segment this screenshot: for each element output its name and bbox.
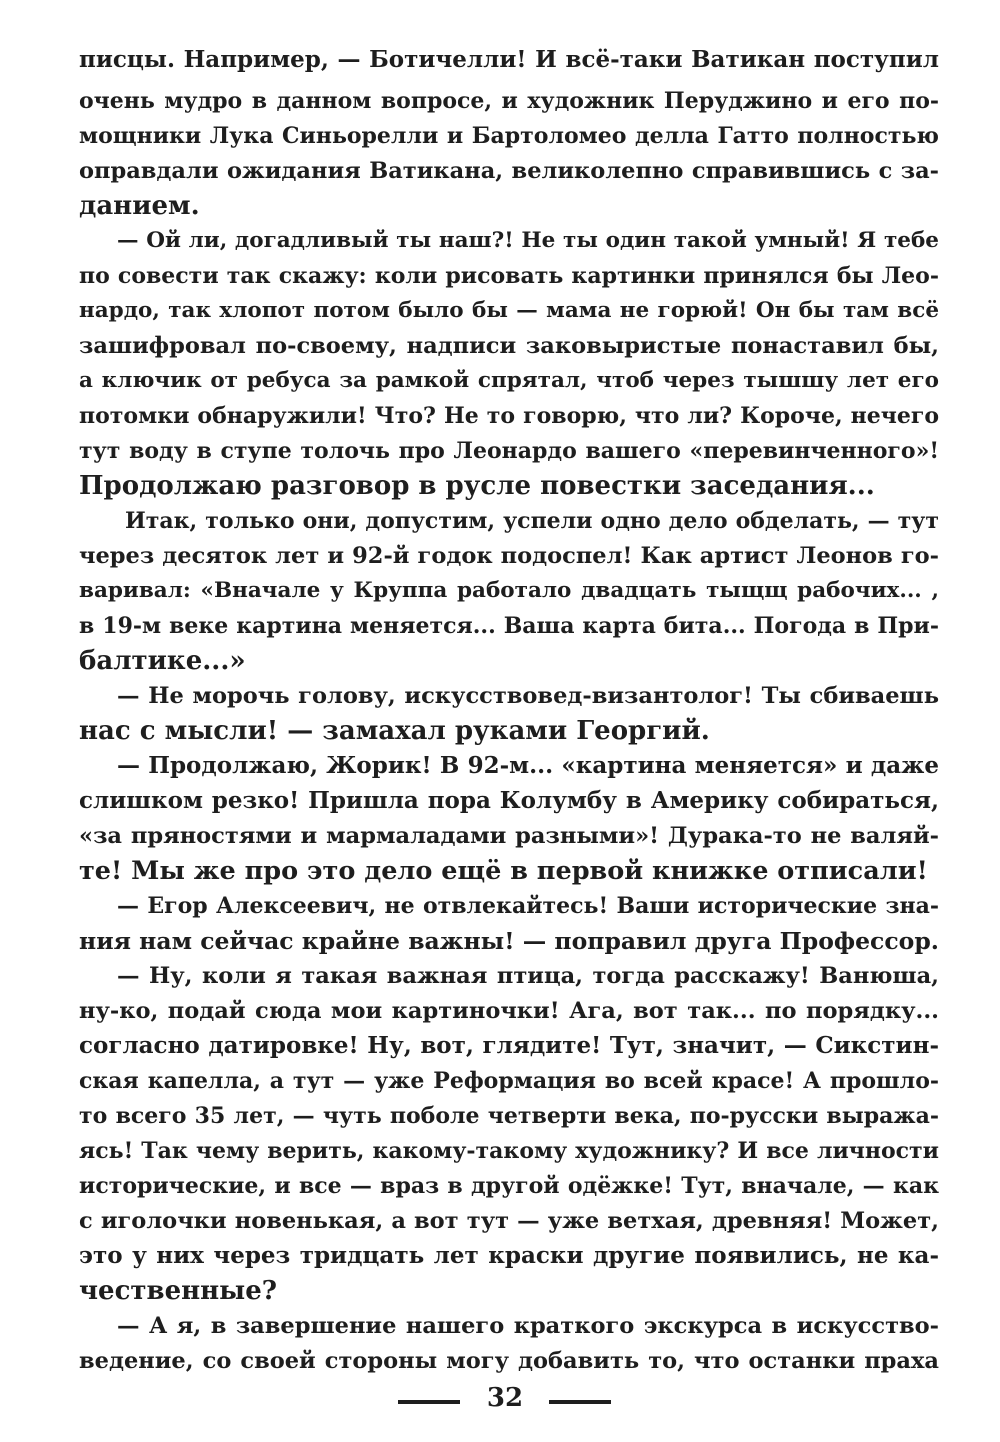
text-line: варивал: «Вначале у Круппа работало двадцать тыщщ рабочих... , xyxy=(79,578,939,603)
text-line: — Егор Алексеевич, не отвлекайтесь! Ваши исторические зна- xyxy=(117,893,939,919)
text-line: — А я, в завершение нашего краткого экскурса в искусство- xyxy=(117,1313,939,1339)
text-line: исторические, и все — враз в другой одёжке! Тут, вначале, — как xyxy=(79,1173,939,1199)
text-line: ну-ко, подай сюда мои картиночки! Ага, вот так... по порядку... xyxy=(79,998,939,1024)
text-line: через десяток лет и 92-й годок подоспел! Как артист Леонов го- xyxy=(79,543,939,569)
text-line: по совести так скажу: коли рисовать картинки принялся бы Лео- xyxy=(79,263,939,289)
text-line: писцы. Например, — Ботичелли! И всё-таки Ватикан поступил xyxy=(79,46,939,73)
text-line: балтике...» xyxy=(79,646,246,676)
page-number: 32 xyxy=(486,1383,524,1413)
text-line: это у них через тридцать лет краски другие появились, не ка- xyxy=(79,1242,939,1269)
text-line: «за пряностями и мармаладами разными»! Дурака-то не валяй- xyxy=(79,823,939,849)
page-footer xyxy=(0,1378,1000,1418)
text-line: мощники Лука Синьорелли и Бартоломео делла Гатто полностью xyxy=(79,123,939,149)
text-line: слишком резко! Пришла пора Колумбу в Америку собираться, xyxy=(79,787,939,814)
text-line: оправдали ожидания Ватикана, великолепно справившись с за- xyxy=(79,158,939,184)
text-line: нардо, так хлопот потом было бы — мама не горюй! Он бы там всё xyxy=(79,298,939,323)
text-line: зашифровал по-своему, надписи заковыристые понаставил бы, xyxy=(79,333,939,359)
text-line: потомки обнаружили! Что? Не то говорю, что ли? Короче, нечего xyxy=(79,403,939,429)
text-line: ния нам сейчас крайне важны! — поправил друга Профессор. xyxy=(79,927,939,955)
text-line: тут воду в ступе толочь про Леонардо вашего «перевинченного»! xyxy=(79,438,939,464)
text-line: ясь! Так чему верить, какому-такому художнику? И все личности xyxy=(79,1138,939,1164)
footer-rule-left xyxy=(398,1400,460,1404)
text-line: согласно датировке! Ну, вот, глядите! Тут, значит, — Сикстин- xyxy=(79,1032,939,1059)
footer-rule-right xyxy=(549,1400,611,1404)
text-line: — Ой ли, догадливый ты наш?! Не ты один такой умный! Я тебе xyxy=(117,228,939,253)
text-line: в 19-м веке картина меняется... Ваша карта бита... Погода в При- xyxy=(79,613,939,639)
text-line: те! Мы же про это дело ещё в первой книжке отписали! xyxy=(79,856,928,886)
text-line: — Продолжаю, Жорик! В 92-м... «картина меняется» и даже xyxy=(117,752,939,779)
text-line: очень мудро в данном вопросе, и художник Перуджино и его по- xyxy=(79,88,939,114)
text-line: ская капелла, а тут — уже Реформация во всей красе! А прошло- xyxy=(79,1068,939,1094)
text-line: а ключик от ребуса за рамкой спрятал, чтоб через тышшу лет его xyxy=(79,368,939,393)
text-line: то всего 35 лет, — чуть поболе четверти века, по-русски выража- xyxy=(79,1103,939,1129)
text-line: нас с мысли! — замахал руками Георгий. xyxy=(79,716,710,746)
text-line: с иголочки новенькая, а вот тут — уже ветхая, древняя! Может, xyxy=(79,1208,939,1234)
text-line: — Ну, коли я такая важная птица, тогда расскажу! Ванюша, xyxy=(117,963,939,989)
text-line: данием. xyxy=(79,191,200,221)
text-line: — Не морочь голову, искусствовед-византолог! Ты сбиваешь xyxy=(117,683,939,709)
text-line: Итак, только они, допустим, успели одно дело обделать, — тут xyxy=(125,508,939,534)
text-line: Продолжаю разговор в русле повестки заседания... xyxy=(79,471,875,501)
text-line: чественные? xyxy=(79,1276,278,1306)
text-line: ведение, со своей стороны могу добавить то, что останки праха xyxy=(79,1348,939,1374)
